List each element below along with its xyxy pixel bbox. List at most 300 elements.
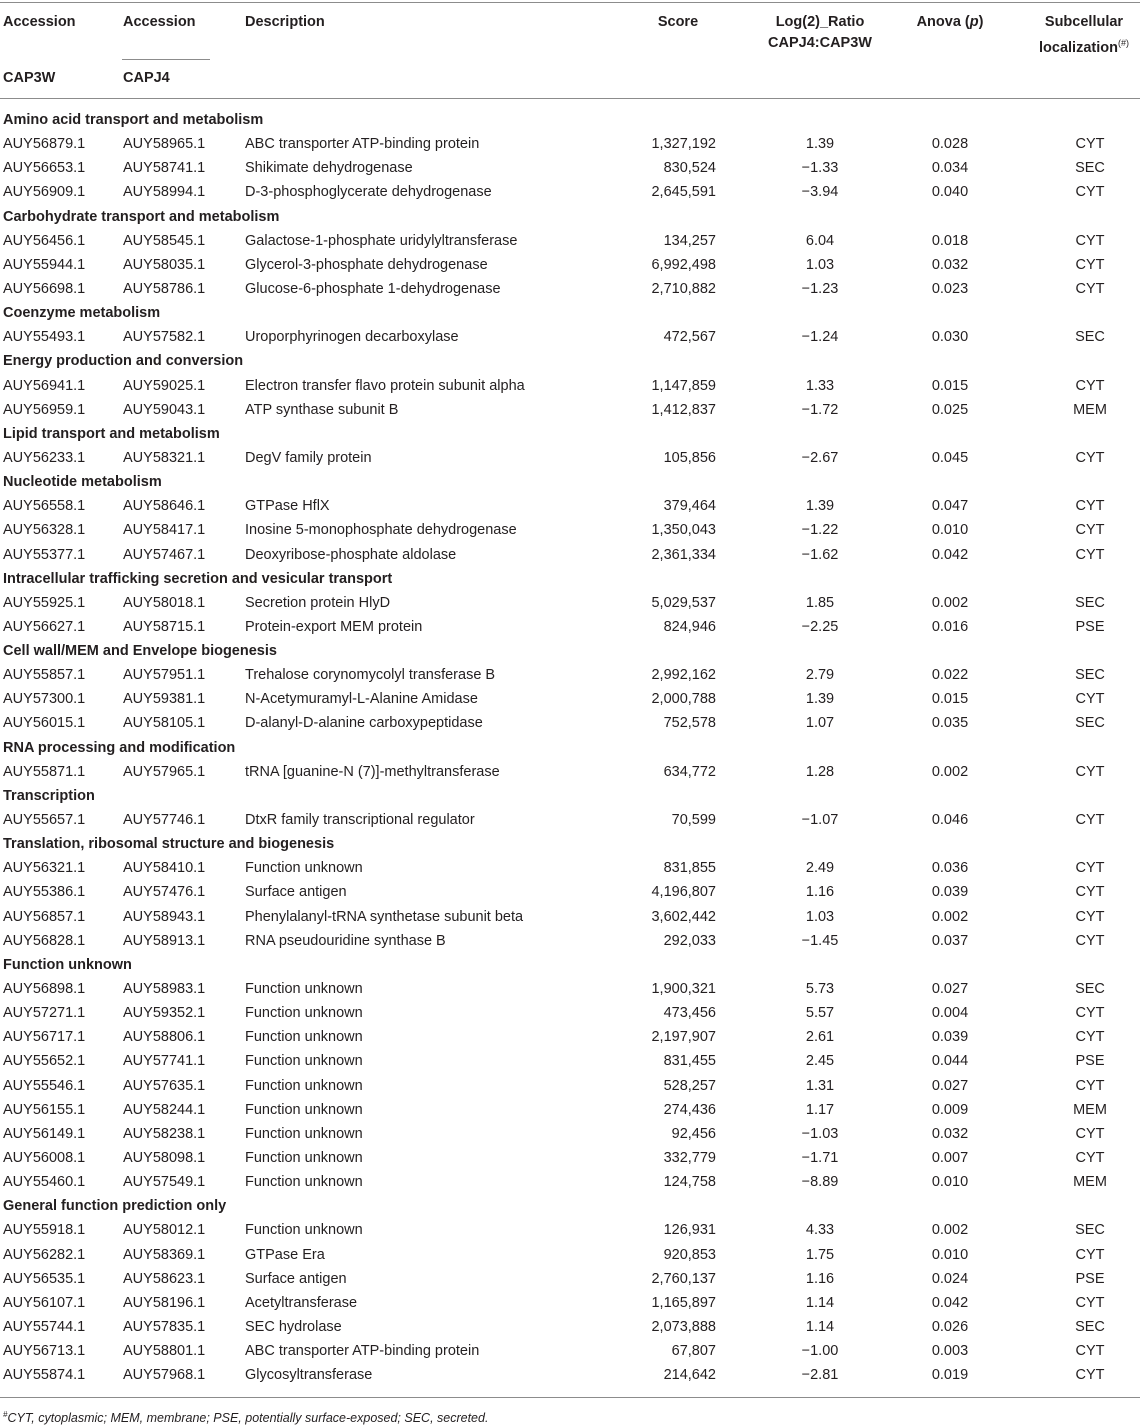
score-cell: 134,257 [663,233,716,249]
accession-cap3w-cell: AUY55744.1 [3,1319,86,1335]
category-heading: RNA processing and modification [3,740,236,756]
description-cell: Secretion protein HlyD [245,595,391,611]
table-row [0,1025,1140,1049]
accession-cap3w-cell: AUY56321.1 [3,860,86,876]
localization-cell: CYT [1075,547,1105,563]
accession-cap3w-cell: AUY55857.1 [3,667,86,683]
description-cell: SEC hydrolase [245,1319,342,1335]
header-description: Description [245,14,325,30]
header-localization-text: localization [1039,39,1118,56]
localization-cell: SEC [1075,1222,1105,1238]
localization-cell: CYT [1075,691,1105,707]
log2-ratio-cell: 1.03 [805,257,835,273]
anova-p-cell: 0.032 [931,1126,969,1142]
accession-cap3w-cell: AUY55918.1 [3,1222,86,1238]
table-row [0,1146,1140,1170]
accession-capj4-cell: AUY58238.1 [123,1126,206,1142]
localization-cell: CYT [1075,184,1105,200]
anova-p-cell: 0.027 [931,981,969,997]
score-cell: 473,456 [663,1005,716,1021]
table-row [0,398,1140,422]
accession-cap3w-cell: AUY56558.1 [3,498,86,514]
accession-capj4-cell: AUY58545.1 [123,233,206,249]
accession-capj4-cell: AUY57741.1 [123,1053,206,1069]
category-heading: Coenzyme metabolism [3,305,161,321]
localization-cell: SEC [1075,667,1105,683]
description-cell: Function unknown [245,860,363,876]
accession-capj4-cell: AUY57965.1 [123,764,206,780]
log2-ratio-cell: −3.94 [801,184,839,200]
accession-cap3w-cell: AUY55546.1 [3,1078,86,1094]
table-row [0,1267,1140,1291]
accession-capj4-cell: AUY57951.1 [123,667,206,683]
accession-capj4-cell: AUY58786.1 [123,281,206,297]
accession-cap3w-cell: AUY55874.1 [3,1367,86,1383]
accession-capj4-cell: AUY58417.1 [123,522,206,538]
localization-cell: CYT [1075,522,1105,538]
description-cell: Surface antigen [245,884,347,900]
header-accession-2: Accession [123,14,196,30]
score-cell: 2,361,334 [651,547,716,563]
accession-cap3w-cell: AUY55657.1 [3,812,86,828]
table-row [0,229,1140,253]
log2-ratio-cell: −1.62 [801,547,839,563]
description-cell: Function unknown [245,1053,363,1069]
table-row [0,518,1140,542]
log2-ratio-cell: 1.28 [805,764,835,780]
accession-capj4-cell: AUY57835.1 [123,1319,206,1335]
anova-p-cell: 0.004 [931,1005,969,1021]
category-heading: Energy production and conversion [3,353,244,369]
accession-capj4-cell: AUY58646.1 [123,498,206,514]
anova-p-cell: 0.009 [931,1102,969,1118]
score-cell: 2,992,162 [651,667,716,683]
score-cell: 4,196,807 [651,884,716,900]
log2-ratio-cell: −1.24 [801,329,839,345]
table-row [0,929,1140,953]
log2-ratio-cell: −2.67 [801,450,839,466]
description-cell: Function unknown [245,1174,363,1190]
log2-ratio-cell: −1.07 [801,812,839,828]
log2-ratio-cell: −1.03 [801,1126,839,1142]
table-row [0,1291,1140,1315]
description-cell: Acetyltransferase [245,1295,358,1311]
accession-capj4-cell: AUY58994.1 [123,184,206,200]
anova-p-cell: 0.023 [931,281,969,297]
score-cell: 1,147,859 [651,378,716,394]
description-cell: RNA pseudouridine synthase B [245,933,446,949]
table-row [0,446,1140,470]
anova-p-cell: 0.046 [931,812,969,828]
accession-capj4-cell: AUY58913.1 [123,933,206,949]
score-cell: 2,760,137 [651,1271,716,1287]
table-row [0,663,1140,687]
description-cell: Inosine 5-monophosphate dehydrogenase [245,522,517,538]
anova-p-cell: 0.025 [931,402,969,418]
anova-p-cell: 0.010 [931,1174,969,1190]
localization-cell: MEM [1073,402,1107,418]
accession-capj4-cell: AUY58965.1 [123,136,206,152]
table-row [0,1001,1140,1025]
anova-p-cell: 0.040 [931,184,969,200]
localization-cell: CYT [1075,257,1105,273]
score-cell: 831,855 [663,860,716,876]
localization-cell: CYT [1075,1029,1105,1045]
accession-capj4-cell: AUY59043.1 [123,402,206,418]
accession-cap3w-cell: AUY56898.1 [3,981,86,997]
table-row [0,1243,1140,1267]
description-cell: Function unknown [245,1150,363,1166]
log2-ratio-cell: 1.75 [805,1247,835,1263]
anova-p-cell: 0.003 [931,1343,969,1359]
header-cap3w: CAP3W [3,70,56,86]
score-cell: 752,578 [663,715,716,731]
anova-p-cell: 0.026 [931,1319,969,1335]
header-capj4: CAPJ4 [123,70,170,86]
score-cell: 292,033 [663,933,716,949]
table-row [0,856,1140,880]
accession-cap3w-cell: AUY55386.1 [3,884,86,900]
header-log-ratio-line2: CAPJ4:CAP3W [768,35,872,51]
accession-capj4-cell: AUY57476.1 [123,884,206,900]
table-row [0,1363,1140,1387]
score-cell: 920,853 [663,1247,716,1263]
accession-cap3w-cell: AUY55925.1 [3,595,86,611]
table-row [0,1315,1140,1339]
accession-capj4-cell: AUY57635.1 [123,1078,206,1094]
accession-capj4-cell: AUY57467.1 [123,547,206,563]
anova-p-cell: 0.002 [931,764,969,780]
localization-cell: SEC [1075,160,1105,176]
table-row [0,977,1140,1001]
description-cell: Function unknown [245,1078,363,1094]
localization-cell: CYT [1075,498,1105,514]
accession-cap3w-cell: AUY56535.1 [3,1271,86,1287]
description-cell: ABC transporter ATP-binding protein [245,1343,480,1359]
description-cell: Glycosyltransferase [245,1367,373,1383]
log2-ratio-cell: −8.89 [801,1174,839,1190]
log2-ratio-cell: 2.61 [805,1029,835,1045]
category-heading: Translation, ribosomal structure and biogenesis [3,836,335,852]
accession-capj4-cell: AUY58035.1 [123,257,206,273]
localization-cell: CYT [1075,378,1105,394]
score-cell: 2,000,788 [651,691,716,707]
anova-p-cell: 0.039 [931,884,969,900]
accession-cap3w-cell: AUY55871.1 [3,764,86,780]
header-score: Score [657,14,699,30]
accession-cap3w-cell: AUY56155.1 [3,1102,86,1118]
description-cell: DegV family protein [245,450,372,466]
localization-cell: CYT [1075,1295,1105,1311]
table-row [0,543,1140,567]
anova-p-cell: 0.010 [931,1247,969,1263]
header-localization-line1: Subcellular [1044,14,1124,30]
log2-ratio-cell: 2.79 [805,667,835,683]
header-anova-prefix: Anova ( [916,14,970,30]
localization-cell: CYT [1075,1367,1105,1383]
table-footnote [3,1406,488,1427]
log2-ratio-cell: −1.23 [801,281,839,297]
localization-cell: CYT [1075,1247,1105,1263]
accession-cap3w-cell: AUY56828.1 [3,933,86,949]
log2-ratio-cell: 6.04 [805,233,835,249]
description-cell: D-3-phosphoglycerate dehydrogenase [245,184,492,200]
footnote-mark: # [3,1410,8,1419]
accession-cap3w-cell: AUY56107.1 [3,1295,86,1311]
accession-capj4-cell: AUY59352.1 [123,1005,206,1021]
table-bottom-rule [0,1397,1140,1398]
description-cell: Trehalose corynomycolyl transferase B [245,667,496,683]
table-row [0,180,1140,204]
table-row [0,760,1140,784]
localization-cell: CYT [1075,812,1105,828]
accession-capj4-cell: AUY59025.1 [123,378,206,394]
log2-ratio-cell: 5.73 [805,981,835,997]
log2-ratio-cell: 1.16 [805,1271,835,1287]
score-cell: 1,350,043 [651,522,716,538]
localization-cell: CYT [1075,860,1105,876]
description-cell: Function unknown [245,1126,363,1142]
score-cell: 634,772 [663,764,716,780]
description-cell: DtxR family transcriptional regulator [245,812,475,828]
anova-p-cell: 0.030 [931,329,969,345]
description-cell: Galactose-1-phosphate uridylyltransferase [245,233,518,249]
anova-p-cell: 0.045 [931,450,969,466]
localization-cell: PSE [1075,1053,1105,1069]
header-anova-suffix: ) [978,14,984,30]
anova-p-cell: 0.024 [931,1271,969,1287]
accession-capj4-cell: AUY58196.1 [123,1295,206,1311]
accession-cap3w-cell: AUY56713.1 [3,1343,86,1359]
anova-p-cell: 0.032 [931,257,969,273]
score-cell: 2,197,907 [651,1029,716,1045]
table-row [0,880,1140,904]
category-heading: Nucleotide metabolism [3,474,162,490]
accession-cap3w-cell: AUY55944.1 [3,257,86,273]
header-localization-mark: (#) [1117,38,1129,48]
score-cell: 824,946 [663,619,716,635]
anova-p-cell: 0.015 [931,378,969,394]
anova-p-cell: 0.037 [931,933,969,949]
log2-ratio-cell: 1.03 [805,909,835,925]
description-cell: D-alanyl-D-alanine carboxypeptidase [245,715,483,731]
score-cell: 105,856 [663,450,716,466]
localization-cell: CYT [1075,136,1105,152]
accession-cap3w-cell: AUY56941.1 [3,378,86,394]
accession-cap3w-cell: AUY55377.1 [3,547,86,563]
table-row [0,374,1140,398]
log2-ratio-cell: 1.39 [805,691,835,707]
anova-p-cell: 0.028 [931,136,969,152]
table-row [0,591,1140,615]
localization-cell: SEC [1075,329,1105,345]
accession-cap3w-cell: AUY56879.1 [3,136,86,152]
log2-ratio-cell: 1.14 [805,1319,835,1335]
score-cell: 2,073,888 [651,1319,716,1335]
table-row [0,615,1140,639]
table-top-rule [0,2,1140,3]
anova-p-cell: 0.002 [931,909,969,925]
log2-ratio-cell: 5.57 [805,1005,835,1021]
score-cell: 70,599 [671,812,716,828]
accession-capj4-cell: AUY58098.1 [123,1150,206,1166]
anova-p-cell: 0.018 [931,233,969,249]
accession-capj4-cell: AUY57968.1 [123,1367,206,1383]
description-cell: Function unknown [245,1029,363,1045]
accession-cap3w-cell: AUY56008.1 [3,1150,86,1166]
log2-ratio-cell: 1.39 [805,498,835,514]
localization-cell: CYT [1075,281,1105,297]
accession-cap3w-cell: AUY57271.1 [3,1005,86,1021]
accession-cap3w-cell: AUY56627.1 [3,619,86,635]
description-cell: Glycerol-3-phosphate dehydrogenase [245,257,488,273]
table-row [0,905,1140,929]
localization-cell: MEM [1073,1102,1107,1118]
accession-cap3w-cell: AUY56233.1 [3,450,86,466]
log2-ratio-cell: −2.81 [801,1367,839,1383]
anova-p-cell: 0.007 [931,1150,969,1166]
header-log-ratio [760,12,880,54]
anova-p-cell: 0.047 [931,498,969,514]
log2-ratio-cell: −1.00 [801,1343,839,1359]
footnote-text: CYT, cytoplasmic; MEM, membrane; PSE, potentially surface-exposed; SEC, secreted. [7,1411,489,1426]
localization-cell: CYT [1075,1150,1105,1166]
score-cell: 379,464 [663,498,716,514]
description-cell: Deoxyribose-phosphate aldolase [245,547,457,563]
log2-ratio-cell: 1.31 [805,1078,835,1094]
header-anova-p: p [969,14,979,30]
accession-cap3w-cell: AUY55652.1 [3,1053,86,1069]
table-row [0,494,1140,518]
log2-ratio-cell: 1.33 [805,378,835,394]
anova-p-cell: 0.022 [931,667,969,683]
log2-ratio-cell: 1.39 [805,136,835,152]
accession-capj4-cell: AUY58012.1 [123,1222,206,1238]
score-cell: 2,710,882 [651,281,716,297]
table-row [0,1218,1140,1242]
accession-cap3w-cell: AUY56456.1 [3,233,86,249]
anova-p-cell: 0.034 [931,160,969,176]
category-heading: Transcription [3,788,95,804]
score-cell: 5,029,537 [651,595,716,611]
log2-ratio-cell: 1.07 [805,715,835,731]
table-row [0,132,1140,156]
anova-p-cell: 0.042 [931,1295,969,1311]
table-row [0,808,1140,832]
header-bottom-rule [0,98,1140,99]
log2-ratio-cell: −2.25 [801,619,839,635]
localization-cell: CYT [1075,1126,1105,1142]
accession-cap3w-cell: AUY55493.1 [3,329,86,345]
localization-cell: SEC [1075,981,1105,997]
anova-p-cell: 0.027 [931,1078,969,1094]
anova-p-cell: 0.042 [931,547,969,563]
accession-cap3w-cell: AUY56717.1 [3,1029,86,1045]
anova-p-cell: 0.035 [931,715,969,731]
description-cell: Phenylalanyl-tRNA synthetase subunit beta [245,909,524,925]
accession-cap3w-cell: AUY56328.1 [3,522,86,538]
localization-cell: SEC [1075,595,1105,611]
log2-ratio-cell: 1.16 [805,884,835,900]
localization-cell: SEC [1075,715,1105,731]
accession-capj4-cell: AUY58105.1 [123,715,206,731]
localization-cell: CYT [1075,450,1105,466]
log2-ratio-cell: 1.85 [805,595,835,611]
log2-ratio-cell: 2.45 [805,1053,835,1069]
score-cell: 214,642 [663,1367,716,1383]
accession-cap3w-cell: AUY56653.1 [3,160,86,176]
log2-ratio-cell: 4.33 [805,1222,835,1238]
anova-p-cell: 0.039 [931,1029,969,1045]
localization-cell: CYT [1075,909,1105,925]
log2-ratio-cell: −1.72 [801,402,839,418]
description-cell: N-Acetymuramyl-L-Alanine Amidase [245,691,478,707]
anova-p-cell: 0.002 [931,1222,969,1238]
accession-capj4-cell: AUY57746.1 [123,812,206,828]
table-row [0,1170,1140,1194]
score-cell: 1,327,192 [651,136,716,152]
table-row [0,1049,1140,1073]
anova-p-cell: 0.010 [931,522,969,538]
accession-cap3w-cell: AUY56698.1 [3,281,86,297]
anova-p-cell: 0.002 [931,595,969,611]
table-row [0,711,1140,735]
table-row [0,325,1140,349]
description-cell: Function unknown [245,981,363,997]
category-heading: Intracellular trafficking secretion and vesicular transport [3,571,393,587]
log2-ratio-cell: −1.45 [801,933,839,949]
localization-cell: CYT [1075,884,1105,900]
localization-cell: PSE [1075,1271,1105,1287]
anova-p-cell: 0.015 [931,691,969,707]
header-localization-line2 [1025,33,1143,59]
score-cell: 831,455 [663,1053,716,1069]
localization-cell: MEM [1073,1174,1107,1190]
accession-capj4-cell: AUY58018.1 [123,595,206,611]
score-cell: 830,524 [663,160,716,176]
log2-ratio-cell: 1.14 [805,1295,835,1311]
description-cell: Function unknown [245,1005,363,1021]
table-row [0,1074,1140,1098]
description-cell: Protein-export MEM protein [245,619,423,635]
accession-capj4-cell: AUY58943.1 [123,909,206,925]
localization-cell: PSE [1075,619,1105,635]
accession-capj4-cell: AUY58623.1 [123,1271,206,1287]
description-cell: Uroporphyrinogen decarboxylase [245,329,459,345]
accession-capj4-cell: AUY58801.1 [123,1343,206,1359]
table-row [0,277,1140,301]
anova-p-cell: 0.036 [931,860,969,876]
log2-ratio-cell: 1.17 [805,1102,835,1118]
score-cell: 6,992,498 [651,257,716,273]
score-cell: 332,779 [663,1150,716,1166]
score-cell: 274,436 [663,1102,716,1118]
table-row [0,156,1140,180]
score-cell: 126,931 [663,1222,716,1238]
log2-ratio-cell: −1.22 [801,522,839,538]
category-heading: Cell wall/MEM and Envelope biogenesis [3,643,277,659]
localization-cell: CYT [1075,233,1105,249]
accession-capj4-cell: AUY57549.1 [123,1174,206,1190]
score-cell: 3,602,442 [651,909,716,925]
category-heading: Amino acid transport and metabolism [3,112,264,128]
table-row [0,1339,1140,1363]
log2-ratio-cell: −1.33 [801,160,839,176]
accession-capj4-cell: AUY58806.1 [123,1029,206,1045]
description-cell: Function unknown [245,1102,363,1118]
accession-capj4-cell: AUY58983.1 [123,981,206,997]
header-localization [1025,12,1143,59]
